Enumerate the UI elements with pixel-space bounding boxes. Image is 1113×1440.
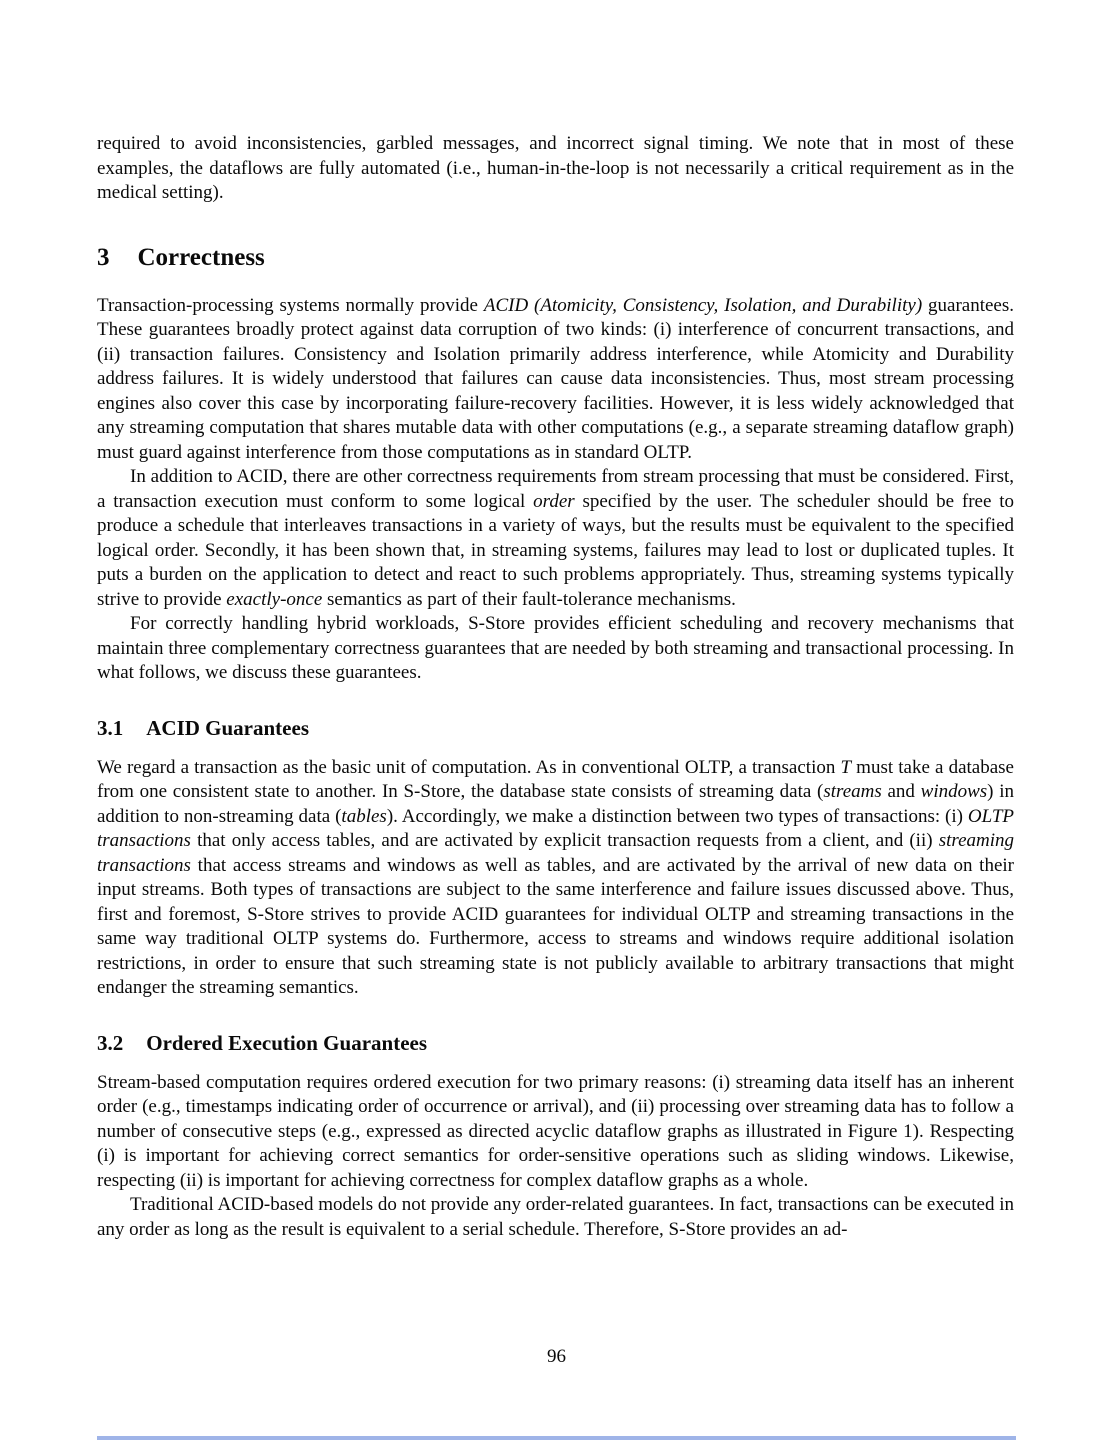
section-number: 3 (97, 243, 110, 271)
paragraph-traditional: Traditional ACID-based models do not provide any order-related guarantees. In fact, transactions can be executed in any order as long as the result is equivalent to a serial schedule. Therefore, S-Store provides an ad- (97, 1194, 1014, 1240)
section-title: Correctness (137, 243, 265, 271)
paragraph-intro-continuation: required to avoid inconsistencies, garbled messages, and incorrect signal timing. We note that in most of these examples, the dataflows are fully automated (i.e., human-in-the-loop is not necessarily a critical requirement as in the medical setting). (97, 133, 1014, 203)
subsection-number: 3.1 (97, 715, 124, 740)
paragraph-for-correctly: For correctly handling hybrid workloads, S-Store provides efficient scheduling and recovery mechanisms that maintain three complementary correctness guarantees that are needed by both streaming and transactional processing. In what follows, we discuss these guarantees. (97, 613, 1014, 683)
paragraph-stream-based: Stream-based computation requires ordered execution for two primary reasons: (i) streaming data itself has an inherent order (e.g., timestamps indicating order of occurrence or arrival), and (ii) processing over streaming data has to follow a number of consecutive steps (e.g., expressed as directed acyclic dataflow graphs as illustrated in Figure 1). Respecting (i) is important for achieving correct semantics for order-sensitive operations such as sliding windows. Likewise, respecting (ii) is important for achieving correctness for complex dataflow graphs as a whole. (97, 1071, 1014, 1191)
section-heading-correctness (97, 242, 1014, 273)
paragraph-acid-intro: Transaction-processing systems normally provide ACID (Atomicity, Consistency, Isolation, and Durability) guarantees. These guarantees broadly protect against data corruption of two kinds: (i) interference of concurrent transactions, and (ii) transaction failures. Consistency and Isolation primarily address interference, while Atomicity and Durability address failures. It is widely understood that failures can cause data inconsistencies. Thus, most stream processing engines also cover this case by incorporating failure-recovery facilities. However, it is less widely acknowledged that any streaming computation that shares mutable data with other computations (e.g., a separate streaming dataflow graph) must guard against interference from those computations as in standard OLTP. (97, 294, 1014, 463)
subsection-heading-acid-guarantees (97, 715, 1014, 742)
paragraph-in-addition: In addition to ACID, there are other correctness requirements from stream processing that must be considered. First, a transaction execution must conform to some logical order specified by the user. The scheduler should be free to produce a schedule that interleaves transactions in a variety of ways, but the results must be equivalent to the specified logical order. Secondly, it has been shown that, in streaming systems, failures may lead to lost or duplicated tuples. It puts a burden on the application to detect and react to such problems appropriately. Thus, streaming systems typically strive to provide exactly-once semantics as part of their fault-tolerance mechanisms. (97, 466, 1015, 610)
subsection-number: 3.2 (97, 1030, 124, 1055)
text-column (97, 132, 1014, 1242)
paragraph-we-regard: We regard a transaction as the basic unit of computation. As in conventional OLTP, a transaction T must take a database from one consistent state to another. In S-Store, the database state consists of streaming data (streams and windows) in addition to non-streaming data (tables). Accordingly, we make a distinction between two types of transactions: (i) OLTP transactions that only access tables, and are activated by explicit transaction requests from a client, and (ii) streaming transactions that access streams and windows as well as tables, and are activated by the arrival of new data on their input streams. Both types of transactions are subject to the same interference and failure issues discussed above. Thus, first and foremost, S-Store strives to provide ACID guarantees for individual OLTP and streaming transactions in the same way traditional OLTP systems do. Furthermore, access to streams and windows require additional isolation restrictions, in order to ensure that such streaming state is not publicly available to arbitrary transactions that might endanger the streaming semantics. (97, 756, 1014, 998)
subsection-title: Ordered Execution Guarantees (146, 1030, 428, 1055)
bottom-blue-rule (97, 1436, 1016, 1440)
subsection-heading-ordered-execution (97, 1030, 1014, 1057)
page-number: 96 (547, 1346, 566, 1367)
subsection-title: ACID Guarantees (146, 715, 309, 740)
